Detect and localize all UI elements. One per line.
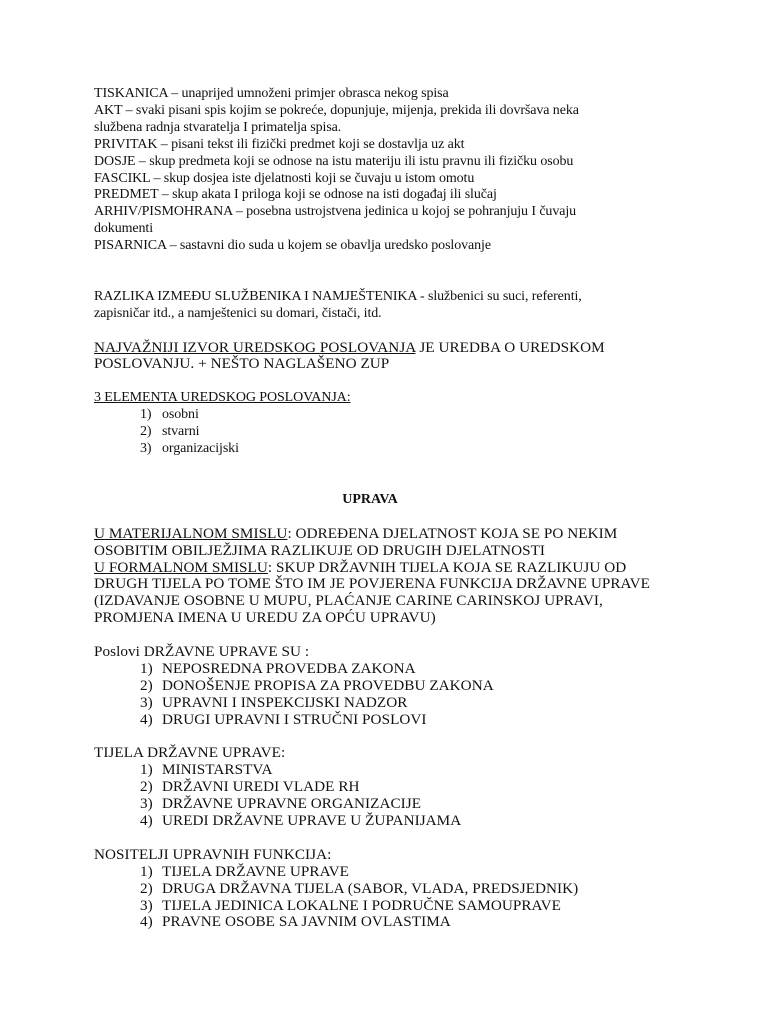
formalni-line: DRUGH TIJELA PO TOME ŠTO IM JE POVJERENA FUNKCIJA DRŽAVNE UPRAVE bbox=[94, 575, 650, 593]
definition-line: PRIVITAK – pisani tekst ili fizički predmet koji se dostavlja uz akt bbox=[94, 136, 465, 152]
izvor-line2: POSLOVANJU. + NEŠTO NAGLAŠENO ZUP bbox=[94, 355, 390, 373]
list-item: 1) TIJELA DRŽAVNE UPRAVE bbox=[140, 862, 349, 880]
materijalni-text: : ODREĐENA DJELATNOST KOJA SE PO NEKIM bbox=[287, 524, 618, 542]
document-page bbox=[94, 86, 694, 931]
izvor-paragraph bbox=[94, 340, 694, 374]
elementi-heading: 3 ELEMENTA UREDSKOG POSLOVANJA: bbox=[94, 390, 351, 406]
list-item: 2) stvarni bbox=[140, 424, 200, 440]
elementi-section bbox=[94, 390, 694, 458]
materijalni-paragraph bbox=[94, 526, 694, 560]
list-item: 1) NEPOSREDNA PROVEDBA ZAKONA bbox=[140, 659, 416, 677]
poslovi-section bbox=[94, 644, 694, 729]
list-item: 4) PRAVNE OSOBE SA JAVNIM OVLASTIMA bbox=[140, 913, 451, 931]
list-item: 3) UPRAVNI I INSPEKCIJSKI NADZOR bbox=[140, 693, 408, 711]
nositelji-section bbox=[94, 847, 694, 932]
list-item: 3) TIJELA JEDINICA LOKALNE I PODRUČNE SAMOUPRAVE bbox=[140, 896, 561, 914]
list-item: 1) MINISTARSTVA bbox=[140, 761, 273, 779]
list-item: 4) DRUGI UPRAVNI I STRUČNI POSLOVI bbox=[140, 710, 427, 728]
formalni-text: : SKUP DRŽAVNIH TIJELA KOJA SE RAZLIKUJU OD bbox=[267, 558, 627, 576]
formalni-label: U FORMALNOM SMISLU bbox=[94, 558, 268, 576]
list-item: 1) osobni bbox=[140, 407, 199, 423]
paragraph-line: RAZLIKA IZMEĐU SLUŽBENIKA I NAMJEŠTENIKA - službenici su suci, referenti, bbox=[94, 288, 582, 304]
tijela-section bbox=[94, 745, 694, 830]
list-item: 2) DONOŠENJE PROPISA ZA PROVEDBU ZAKONA bbox=[140, 676, 494, 694]
list-item: 2) DRUGA DRŽAVNA TIJELA (SABOR, VLADA, PREDSJEDNIK) bbox=[140, 879, 579, 897]
materijalni-label: U MATERIJALNOM SMISLU bbox=[94, 524, 288, 542]
definition-line: AKT – svaki pisani spis kojim se pokreće, dopunjuje, mijenja, prekida ili dovršava neka bbox=[94, 102, 579, 118]
izvor-underlined: NAJVAŽNIJI IZVOR UREDSKOG POSLOVANJA bbox=[94, 338, 416, 356]
list-item: 3) DRŽAVNE UPRAVNE ORGANIZACIJE bbox=[140, 795, 422, 813]
definitions-block bbox=[94, 86, 694, 255]
materijalni-line2: OSOBITIM OBILJEŽJIMA RAZLIKUJE OD DRUGIH DJELATNOSTI bbox=[94, 541, 546, 559]
elementi-list bbox=[94, 407, 694, 458]
nositelji-heading: NOSITELJI UPRAVNIH FUNKCIJA: bbox=[94, 845, 332, 863]
poslovi-heading: Poslovi DRŽAVNE UPRAVE SU : bbox=[94, 643, 310, 661]
list-item: 3) organizacijski bbox=[140, 440, 239, 456]
tijela-list bbox=[94, 762, 694, 830]
definition-line: DOSJE – skup predmeta koji se odnose na istu materiju ili istu pravnu ili fizičku osobu bbox=[94, 153, 574, 169]
definition-line: PREDMET – skup akata I priloga koji se odnose na isti događaj ili slučaj bbox=[94, 187, 497, 203]
list-item: 2) DRŽAVNI UREDI VLADE RH bbox=[140, 778, 360, 796]
paragraph-line: zapisničar itd., a namještenici su domari, čistači, itd. bbox=[94, 305, 382, 321]
poslovi-list bbox=[94, 661, 694, 729]
section-title: UPRAVA bbox=[342, 491, 398, 507]
razlika-paragraph bbox=[94, 289, 694, 323]
izvor-rest: JE UREDBA O UREDSKOM bbox=[415, 338, 605, 356]
formalni-line: PROMJENA IMENA U UREDU ZA OPĆU UPRAVU) bbox=[94, 609, 436, 627]
definition-line: FASCIKL – skup dosjea iste djelatnosti koji se čuvaju u istom omotu bbox=[94, 170, 475, 186]
formalni-paragraph bbox=[94, 560, 694, 628]
definition-line: TISKANICA – unaprijed umnoženi primjer obrasca nekog spisa bbox=[94, 86, 449, 101]
nositelji-list bbox=[94, 864, 694, 932]
list-item: 4) UREDI DRŽAVNE UPRAVE U ŽUPANIJAMA bbox=[140, 812, 462, 830]
definition-line: dokumenti bbox=[94, 221, 153, 237]
definition-line: službena radnja stvaratelja I primatelja spisa. bbox=[94, 119, 342, 135]
definition-line: ARHIV/PISMOHRANA – posebna ustrojstvena jedinica u kojoj se pohranjuju I čuvaju bbox=[94, 204, 577, 220]
formalni-line: (IZDAVANJE OSOBNE U MUPU, PLAĆANJE CARINE CARINSKOJ UPRAVI, bbox=[94, 592, 603, 610]
tijela-heading: TIJELA DRŽAVNE UPRAVE: bbox=[94, 744, 286, 762]
definition-line: PISARNICA – sastavni dio suda u kojem se obavlja uredsko poslovanje bbox=[94, 238, 491, 254]
